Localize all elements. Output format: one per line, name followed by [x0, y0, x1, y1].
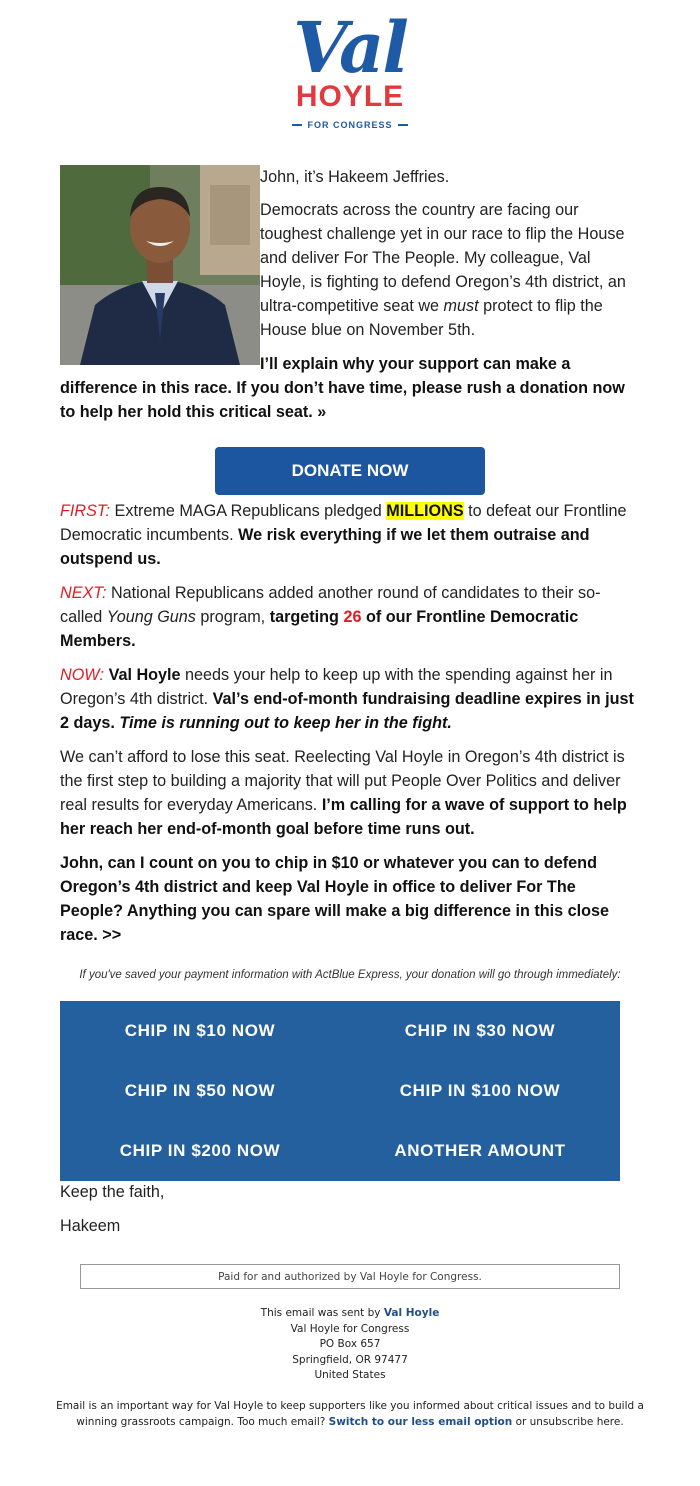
- unsubscribe-text[interactable]: or unsubscribe here.: [512, 1415, 624, 1428]
- now-paragraph: NOW: Val Hoyle needs your help to keep up with the spending against her in Oregon’s 4th district. Val’s end-of-month fundraising deadline expires in just 2 days. Time is running out to keep her in the fight.: [60, 666, 634, 732]
- chip-in-10-button[interactable]: CHIP IN $10 NOW: [124, 1021, 276, 1040]
- less-email-link[interactable]: Switch to our less email option: [328, 1415, 513, 1428]
- targeted-count: 26: [343, 608, 362, 626]
- logo-for-congress-text: FOR CONGRESS: [307, 120, 393, 130]
- next-label: NEXT:: [60, 584, 107, 602]
- first-label: FIRST:: [60, 502, 111, 520]
- paid-for-disclaimer: Paid for and authorized by Val Hoyle for Congress.: [80, 1264, 620, 1289]
- logo-val: Val: [293, 6, 407, 89]
- chip-in-30-button[interactable]: CHIP IN $30 NOW: [404, 1021, 556, 1040]
- ask-paragraph[interactable]: John, can I count on you to chip in $10 or whatever you can to defend Oregon’s 4th district and keep Val Hoyle in office to deliver For The People? Anything you can spare will make a big difference in this close race. >>: [60, 854, 610, 944]
- intro-paragraph: Democrats across the country are facing our toughest challenge yet in our race to flip the House and deliver For The People. My colleague, Val Hoyle, is fighting to defend Oregon’s 4th district, an ultra-competitive seat we must protect to flip the House blue on November 5th.: [260, 201, 626, 339]
- actblue-express-note: If you've saved your payment information with ActBlue Express, your donation will go through immediately:: [79, 969, 621, 981]
- signoff-line: Keep the faith,: [60, 1183, 165, 1201]
- signoff-name: Hakeem: [60, 1217, 121, 1235]
- email-preferences-note: Email is an important way for Val Hoyle to keep supporters like you informed about critical issues and to build a winning grassroots campaign. Too much email? Switch to our less email option or unsubscribe here.: [56, 1400, 644, 1428]
- greeting: John, it’s Hakeem Jeffries.: [260, 168, 450, 186]
- next-paragraph: NEXT: National Republicans added another round of candidates to their so-called Young Guns program, targeting 26 of our Frontline Democratic Members.: [60, 584, 601, 650]
- another-amount-button[interactable]: ANOTHER AMOUNT: [394, 1141, 566, 1160]
- chip-in-50-button[interactable]: CHIP IN $50 NOW: [124, 1081, 276, 1100]
- logo-hoyle: HOYLE: [295, 80, 405, 113]
- sender-link[interactable]: Val Hoyle: [383, 1307, 440, 1319]
- now-label: NOW:: [60, 666, 105, 684]
- chip-in-grid: [60, 1001, 620, 1181]
- chip-in-100-button[interactable]: CHIP IN $100 NOW: [399, 1081, 561, 1100]
- donate-now-button[interactable]: DONATE NOW: [215, 447, 485, 495]
- first-paragraph: FIRST: Extreme MAGA Republicans pledged MILLIONS to defeat our Frontline Democratic incumbents. We risk everything if we let them outraise and outspend us.: [60, 502, 627, 568]
- logo-for-congress: [270, 120, 430, 130]
- support-link-paragraph[interactable]: I’ll explain why your support can make a difference in this race. If you don’t have time, please rush a donation now to help her hold this critical seat. »: [60, 355, 625, 421]
- millions-highlight: MILLIONS: [386, 502, 464, 520]
- sender-address: This email was sent by Val Hoyle Val Hoyle for Congress PO Box 657 Springfield, OR 97477 United States: [260, 1307, 440, 1381]
- chip-in-200-button[interactable]: CHIP IN $200 NOW: [119, 1141, 281, 1160]
- hakeem-jeffries-photo: [60, 165, 260, 365]
- campaign-logo: [270, 6, 430, 140]
- afford-paragraph: We can’t afford to lose this seat. Reelecting Val Hoyle in Oregon’s 4th district is the first step to building a majority that will put People Over Politics and deliver real results for everyday Americans. I’m calling for a wave of support to help her reach her end-of-month goal before time runs out.: [60, 748, 627, 838]
